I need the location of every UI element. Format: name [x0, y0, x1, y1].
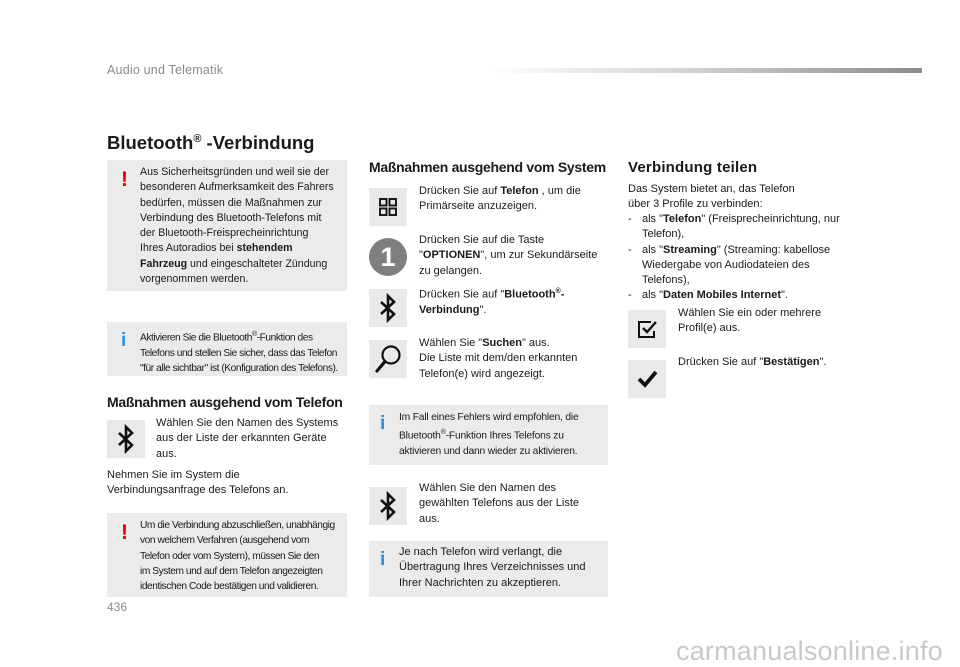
watermark: carmanualsonline.info — [676, 636, 943, 666]
list-item: - als "Streaming" (Streaming: kabellose Wiedergabe von Audiodateien des Telefons), — [628, 243, 831, 287]
info-error-text: Im Fall eines Fehlers wird empfohlen, die Bluetooth®-Funktion Ihres Telefons zu aktivieren und dann wieder zu aktivieren. — [399, 412, 579, 458]
header-gradient-bar — [488, 68, 922, 73]
info-transfer-text: Je nach Telefon wird verlangt, die Übertragung Ihres Verzeichnisses und Ihrer Nachrichten zu akzeptieren. — [399, 546, 586, 589]
info-box-visibility — [107, 322, 347, 376]
check-icon-box — [628, 360, 666, 398]
warning-box-code — [107, 513, 347, 597]
list-item: - als "Daten Mobiles Internet". — [628, 289, 788, 302]
checkbox-icon-box — [628, 310, 666, 348]
profile-list — [628, 212, 863, 304]
grid-icon — [369, 188, 407, 226]
checkbox-check-icon — [628, 310, 666, 348]
info-box-error — [369, 405, 608, 465]
info-icon: i — [380, 549, 386, 570]
bluetooth-icon — [107, 420, 145, 458]
select-profiles-text: Wählen Sie ein oder mehrere Profil(e) aus. — [678, 307, 822, 335]
warning-box-safety — [107, 160, 347, 291]
section-heading-share: Verbindung teilen — [628, 159, 758, 176]
share-intro-text: Das System bietet an, das Telefon über 3 Profile zu verbinden: — [628, 183, 795, 211]
checkmark-icon — [628, 360, 666, 398]
magnifier-icon — [369, 340, 407, 378]
warning-text: Aus Sicherheitsgründen und weil sie der besonderen Aufmerksamkeit des Fahrers bedürfen, müssen die Maßnahmen zur Verbindung des Bluetooth-Telefons mit der Bluetooth-Freisprecheinrichtung Ihres Autoradios bei stehendem Fahrzeug und eingeschalteter Zündung vorgenommen werden. — [140, 166, 334, 286]
info-icon: i — [380, 413, 386, 434]
info-icon: i — [121, 330, 127, 351]
page-number: 436 — [107, 600, 128, 614]
step-number-badge: 1 — [369, 238, 407, 276]
step-select-phone-text: Wählen Sie den Namen des gewählten Telefons aus der Liste aus. — [419, 482, 580, 525]
bluetooth-icon-box — [107, 420, 145, 458]
bluetooth-icon — [369, 289, 407, 327]
step-select-system-text: Wählen Sie den Namen des Systems aus der Liste der erkannten Geräte aus. — [156, 417, 339, 460]
step-options-text: Drücken Sie auf die Taste "OPTIONEN", um zur Sekundärseite zu gelangen. — [419, 234, 598, 277]
exclamation-icon: ! — [121, 168, 128, 191]
section-heading-system: Maßnahmen ausgehend vom System — [369, 159, 606, 175]
page-title: Bluetooth® -Verbindung — [107, 132, 315, 153]
exclamation-icon: ! — [121, 521, 128, 544]
step-telefon-text: Drücken Sie auf Telefon , um die Primärseite anzuzeigen. — [419, 185, 581, 213]
step-bluetooth-connection-text: Drücken Sie auf "Bluetooth®- Verbindung". — [419, 288, 565, 316]
confirm-text: Drücken Sie auf "Bestätigen". — [678, 356, 827, 368]
info-box-transfer — [369, 541, 608, 597]
search-icon-box — [369, 340, 407, 378]
warning-code-text: Um die Verbindung abzuschließen, unabhängig von welchem Verfahren (ausgehend vom Telefon oder vom System), müssen Sie den im System und auf dem Telefon angezeigten identischen Code bestätigen und validieren. — [140, 520, 335, 593]
header-title: Audio und Telematik — [107, 63, 224, 77]
bluetooth-icon-box — [369, 289, 407, 327]
accept-request-text: Nehmen Sie im System die Verbindungsanfrage des Telefons an. — [107, 469, 289, 497]
bluetooth-icon-box — [369, 487, 407, 525]
grid-icon-box — [369, 188, 407, 226]
info-text: Aktivieren Sie die Bluetooth®-Funktion des Telefons und stellen Sie sicher, dass das Telefon "für alle sichtbar" ist (Konfiguration des Telefons). — [140, 331, 338, 374]
section-heading-phone: Maßnahmen ausgehend vom Telefon — [107, 394, 343, 410]
bluetooth-icon — [369, 487, 407, 525]
list-item: - als "Telefon" (Freisprecheinrichtung, nur Telefon), — [628, 213, 840, 241]
step-search-text: Wählen Sie "Suchen" aus. Die Liste mit dem/den erkannten Telefon(e) wird angezeigt. — [419, 337, 578, 380]
